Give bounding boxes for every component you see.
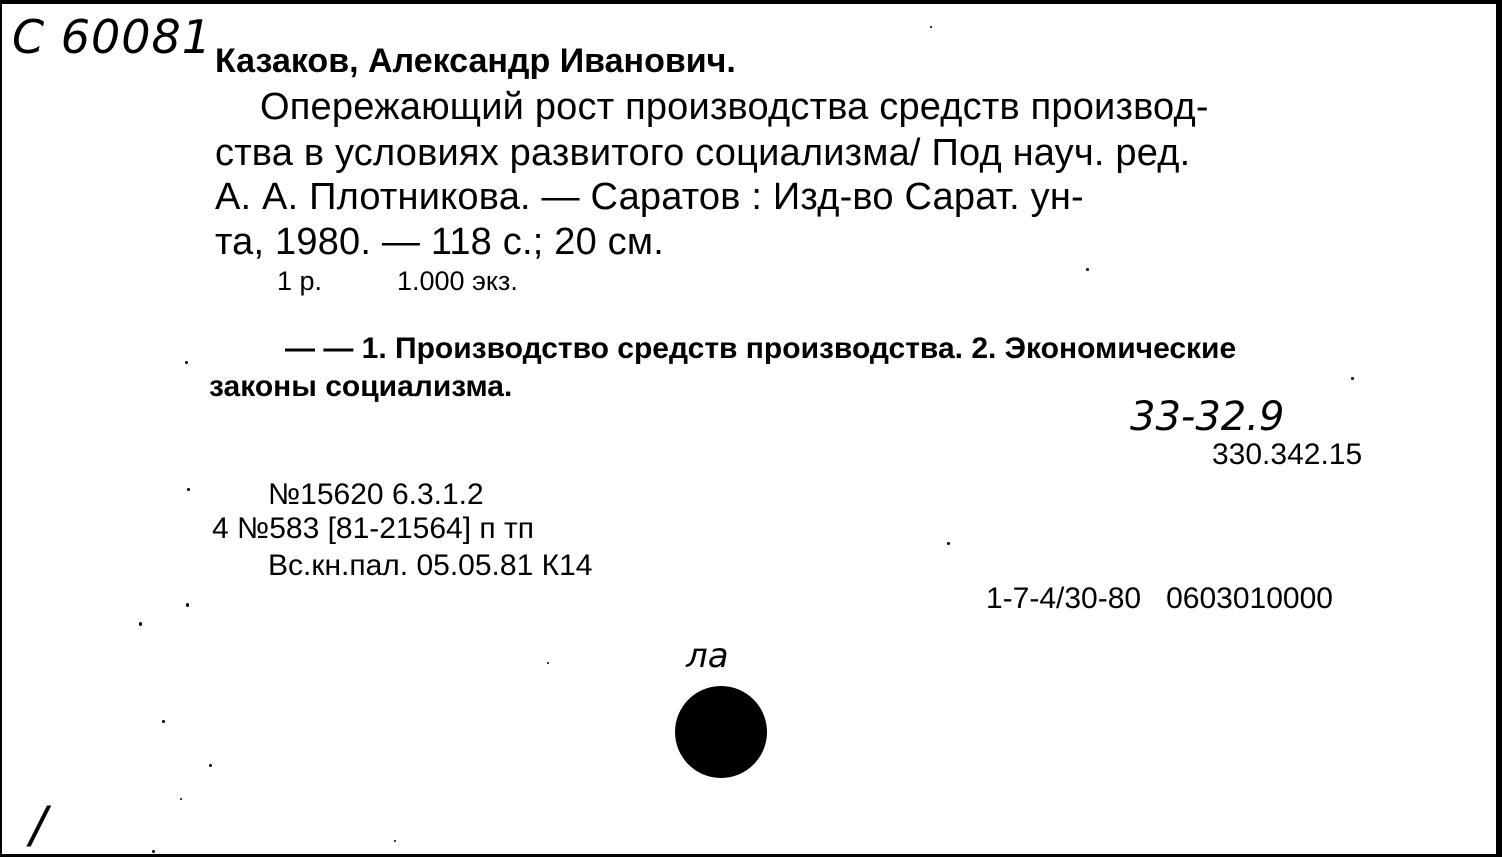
catalog-code: 1-7-4/30-80 0603010000 bbox=[986, 582, 1333, 615]
author-heading: Казаков, Александр Иванович. bbox=[215, 42, 736, 80]
scan-speck bbox=[1351, 377, 1354, 380]
handwritten-mark: ла bbox=[686, 636, 729, 676]
code-line-3: Вс.кн.пал. 05.05.81 К14 bbox=[268, 549, 593, 582]
scan-speck bbox=[152, 850, 155, 853]
scan-speck bbox=[930, 26, 932, 28]
subjects-line-1: — — 1. Производство средств производства. 2. Экономические bbox=[285, 332, 1237, 365]
code-line-1: №15620 6.3.1.2 bbox=[268, 478, 484, 511]
handwritten-card-number: С 60081 bbox=[12, 10, 213, 64]
scan-speck bbox=[180, 798, 182, 800]
scan-speck bbox=[209, 764, 212, 767]
handwritten-classification: 33-32.9 bbox=[1130, 394, 1285, 440]
copies: 1.000 экз. bbox=[397, 266, 518, 296]
punch-hole bbox=[675, 686, 767, 778]
description-line-3: А. А. Плотникова. — Саратов : Изд-во Сарат. ун- bbox=[215, 176, 1084, 218]
subjects-line-2: законы социализма. bbox=[209, 370, 513, 403]
price: 1 р. bbox=[277, 266, 323, 296]
scan-speck bbox=[187, 488, 190, 491]
scan-speck bbox=[547, 662, 549, 664]
scan-speck bbox=[186, 603, 189, 607]
scan-speck bbox=[139, 622, 142, 626]
scan-speck bbox=[162, 720, 165, 723]
scan-speck bbox=[394, 840, 396, 842]
scan-speck bbox=[185, 361, 188, 364]
handwritten-slash: / bbox=[30, 796, 47, 854]
code-line-2: 4 №583 [81-21564] п тп bbox=[212, 512, 534, 545]
scan-speck bbox=[1086, 268, 1089, 271]
description-line-4: та, 1980. — 118 с.; 20 см. bbox=[215, 221, 664, 263]
udc-index: 330.342.15 bbox=[1212, 438, 1363, 471]
description-line-1: Опережающий рост производства средств производ- bbox=[260, 86, 1209, 128]
description-line-2: ства в условиях развитого социализма/ Под науч. ред. bbox=[215, 132, 1191, 174]
scan-speck bbox=[947, 542, 950, 545]
